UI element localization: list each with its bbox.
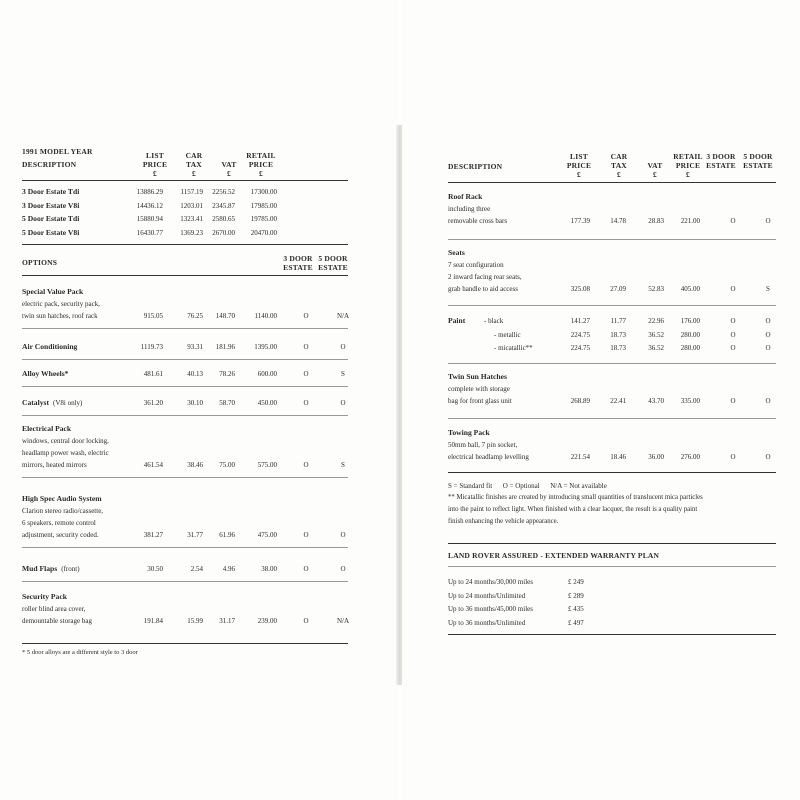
retail-price-cell: 17300.00: [250, 188, 277, 196]
divider: [22, 244, 348, 245]
three-door-header-line: ESTATE: [706, 161, 736, 170]
seats-detail-line: grab handle to aid access: [448, 285, 518, 293]
retail-price-cell: 475.00: [257, 531, 277, 539]
option-detail-line: headlamp power wash, electric: [22, 449, 109, 457]
retail-price-cell: 575.00: [257, 461, 277, 469]
divider: [448, 566, 776, 567]
car-tax-header-line: CAR: [185, 151, 203, 160]
paint-finish-label: - metallic: [494, 330, 521, 339]
divider: [22, 415, 348, 416]
retail-price-header-line: £: [259, 169, 263, 178]
seats-detail-line: 2 inward facing rear seats,: [448, 273, 522, 281]
three-door-availability: O: [730, 217, 736, 225]
divider: [448, 182, 776, 183]
option-detail-line: electric pack, security pack,: [22, 300, 100, 308]
three-door-availability: O: [730, 453, 736, 461]
retail-price-cell: 20470.00: [250, 228, 277, 237]
car-tax-cell: 1157.19: [180, 188, 203, 196]
seats-title: Seats: [448, 248, 465, 257]
option-title: Mud Flaps: [22, 564, 58, 573]
option-title-note: (front): [61, 565, 80, 573]
retail-price-header-line: RETAIL: [246, 151, 276, 160]
five-door-availability: O: [765, 317, 771, 325]
warranty-term: Up to 36 months/45,000 miles: [448, 605, 533, 613]
vat-header-line: VAT: [647, 161, 663, 170]
five-door-availability: O: [765, 344, 771, 352]
three-door-availability: O: [730, 344, 736, 352]
car-tax-cell: 30.10: [187, 399, 203, 407]
car-tax-cell: 18.46: [610, 453, 626, 461]
five-door-availability: O: [340, 565, 346, 573]
roof_rack-detail-line: removable cross bars: [448, 217, 508, 225]
option-detail-line: adjustment, security coded.: [22, 531, 99, 539]
sun_hatches-detail-line: bag for front glass unit: [448, 397, 512, 405]
vat-cell: 22.96: [648, 317, 664, 325]
retail-price-header-line: RETAIL: [673, 152, 703, 161]
towing-title: Towing Pack: [448, 428, 490, 437]
warranty-price: £ 435: [568, 605, 584, 613]
list-price-cell: 381.27: [143, 531, 163, 539]
divider: [448, 418, 776, 419]
five-door-availability: S: [341, 370, 345, 378]
three-door-availability: O: [730, 397, 736, 405]
right-page: [402, 0, 800, 800]
five-door-availability: N/A: [336, 312, 350, 320]
vat-cell: 31.17: [219, 617, 235, 625]
divider: [22, 643, 348, 644]
five-door-header-line: ESTATE: [743, 161, 773, 170]
five-door-availability: S: [766, 285, 770, 293]
model-year-heading: 1991 MODEL YEAR: [22, 147, 93, 156]
vat-cell: 2670.00: [212, 228, 235, 237]
list-price-header-line: PRICE: [566, 161, 592, 170]
five-door-availability: O: [765, 330, 771, 339]
car-tax-cell: 18.73: [610, 344, 626, 352]
three-door-availability: O: [730, 285, 736, 293]
vat-cell: 78.26: [219, 370, 235, 378]
option-title: High Spec Audio System: [22, 494, 102, 503]
retail-price-cell: 280.00: [680, 330, 700, 339]
car-tax-cell: 2.54: [190, 565, 203, 573]
vat-header-line: £: [653, 170, 657, 179]
sun_hatches-detail-line: complete with storage: [448, 385, 510, 393]
list-price-cell: 177.39: [570, 217, 590, 225]
three-door-availability: O: [303, 531, 309, 539]
list-price-cell: 141.27: [570, 317, 590, 325]
car-tax-cell: 1323.41: [180, 215, 203, 223]
retail-price-cell: 280.00: [680, 344, 700, 352]
vat-cell: 61.96: [219, 531, 235, 539]
three-door-availability: O: [303, 312, 309, 320]
vat-cell: 36.00: [648, 453, 664, 461]
car-tax-cell: 15.99: [187, 617, 203, 625]
car-tax-cell: 76.25: [187, 312, 203, 320]
car-tax-cell: 1203.01: [180, 201, 203, 210]
car-tax-cell: 27.09: [610, 285, 626, 293]
list-price-cell: 224.75: [570, 330, 590, 339]
model-name: 3 Door Estate Tdi: [22, 187, 80, 196]
five-door-availability: O: [340, 343, 346, 351]
vat-cell: 4.96: [222, 565, 235, 573]
model-name: 5 Door Estate Tdi: [22, 214, 80, 223]
five-door-availability: O: [340, 531, 346, 539]
car-tax-header-line: £: [192, 169, 196, 178]
description-header: DESCRIPTION: [448, 162, 503, 171]
model-name: 3 Door Estate V8i: [22, 200, 80, 210]
option-title: Alloy Wheels*: [22, 369, 69, 378]
divider: [448, 472, 776, 473]
divider: [22, 359, 348, 360]
option-title: Air Conditioning: [22, 342, 78, 351]
list-price-cell: 14436.12: [136, 201, 163, 210]
roof_rack-title: Roof Rack: [448, 192, 483, 201]
retail-price-cell: 405.00: [680, 285, 700, 293]
retail-price-cell: 239.00: [257, 617, 277, 625]
car-tax-cell: 11.77: [610, 317, 626, 325]
warranty-price: £ 249: [568, 578, 584, 586]
divider: [22, 386, 348, 387]
retail-price-cell: 176.00: [680, 317, 700, 325]
roof_rack-detail-line: including three: [448, 205, 491, 213]
vat-cell: 28.83: [648, 217, 664, 225]
list-price-header-line: PRICE: [142, 160, 168, 169]
option-detail-line: mirrors, heated mirrors: [22, 461, 87, 469]
availability-legend: S = Standard fit O = Optional N/A = Not available: [448, 482, 607, 490]
divider: [22, 581, 348, 582]
car-tax-header-line: TAX: [611, 161, 627, 170]
paint-finish-label: - micatallic**: [494, 344, 533, 352]
five-door-availability: O: [765, 217, 771, 225]
retail-price-cell: 1395.00: [254, 343, 277, 351]
retail-price-cell: 450.00: [257, 399, 277, 407]
vat-cell: 36.52: [648, 330, 664, 339]
divider: [22, 547, 348, 548]
list-price-cell: 915.05: [143, 312, 163, 320]
retail-price-header-line: PRICE: [248, 160, 274, 169]
car-tax-header-line: TAX: [186, 160, 202, 169]
micatallic-note-line: ** Micatallic finishes are created by introducing small quantities of translucent mica particles: [448, 494, 703, 501]
warranty-price: £ 497: [568, 618, 584, 627]
divider: [448, 543, 776, 544]
list-price-header-line: LIST: [146, 151, 164, 160]
vat-header-line: VAT: [221, 160, 237, 169]
vat-cell: 2256.52: [212, 188, 235, 196]
seats-detail-line: 7 seat configuration: [448, 261, 504, 269]
vat-cell: 58.70: [219, 399, 235, 407]
list-price-cell: 224.75: [570, 344, 590, 352]
five-door-availability: N/A: [336, 617, 350, 625]
list-price-header-line: £: [577, 170, 581, 179]
option-title: Catalyst: [22, 398, 49, 407]
option-title: Special Value Pack: [22, 287, 84, 296]
three-door-header-line: ESTATE: [283, 263, 313, 272]
car-tax-cell: 14.78: [610, 217, 626, 225]
three-door-availability: O: [730, 330, 736, 339]
list-price-cell: 461.54: [143, 461, 163, 469]
three-door-header-line: 3 DOOR: [706, 152, 736, 161]
list-price-cell: 191.84: [143, 617, 163, 625]
three-door-availability: O: [303, 343, 309, 351]
paint-title: Paint: [448, 316, 466, 325]
options-header: OPTIONS: [22, 258, 58, 267]
retail-price-cell: 19785.00: [250, 215, 277, 223]
list-price-cell: 13886.29: [136, 188, 163, 196]
warranty-term: Up to 24 months/Unlimited: [448, 591, 526, 600]
five-door-header-line: 5 DOOR: [318, 254, 348, 263]
option-detail-line: roller blind area cover,: [22, 605, 86, 613]
option-title-note: (V8i only): [53, 399, 83, 407]
list-price-cell: 30.50: [147, 565, 163, 573]
option-detail-line: twin sun hatches, roof rack: [22, 312, 98, 320]
three-door-availability: O: [303, 565, 309, 573]
car-tax-cell: 22.41: [610, 397, 626, 405]
vat-header-line: £: [227, 169, 231, 178]
car-tax-cell: 40.13: [187, 370, 203, 378]
five-door-availability: O: [340, 399, 346, 407]
five-door-header-line: 5 DOOR: [743, 152, 773, 161]
three-door-availability: O: [303, 399, 309, 407]
divider: [22, 275, 348, 276]
divider: [22, 477, 348, 478]
list-price-cell: 15880.94: [136, 215, 163, 223]
divider: [448, 634, 776, 635]
divider: [448, 239, 776, 240]
five-door-availability: O: [765, 453, 771, 461]
retail-price-cell: 276.00: [680, 453, 700, 461]
three-door-availability: O: [303, 617, 309, 625]
three-door-availability: O: [303, 461, 309, 469]
warranty-price: £ 289: [568, 591, 584, 600]
retail-price-cell: 335.00: [680, 397, 700, 405]
vat-cell: 181.96: [215, 343, 235, 351]
divider: [448, 305, 776, 306]
car-tax-cell: 18.73: [610, 330, 626, 339]
car-tax-cell: 1369.23: [180, 228, 203, 237]
paint-finish-label: - black: [484, 317, 504, 325]
three-door-availability: O: [730, 317, 736, 325]
description-header: DESCRIPTION: [22, 160, 77, 169]
retail-price-header-line: PRICE: [675, 161, 701, 170]
retail-price-cell: 1140.00: [254, 312, 277, 320]
micatallic-note-line: finish enhancing the vehicle appearance.: [448, 518, 559, 525]
list-price-cell: 481.61: [143, 370, 163, 378]
towing-detail-line: 50mm ball, 7 pin socket,: [448, 441, 518, 449]
car-tax-cell: 38.46: [187, 461, 203, 469]
option-detail-line: 6 speakers, remote control: [22, 519, 96, 527]
car-tax-header-line: £: [617, 170, 621, 179]
option-detail-line: demountable storage bag: [22, 617, 92, 625]
vat-cell: 43.70: [648, 397, 664, 405]
sun_hatches-title: Twin Sun Hatches: [448, 372, 507, 381]
list-price-header-line: LIST: [570, 152, 588, 161]
list-price-cell: 361.20: [143, 399, 163, 407]
retail-price-cell: 221.00: [680, 217, 700, 225]
list-price-cell: 16430.77: [136, 228, 163, 237]
option-title: Electrical Pack: [22, 424, 72, 433]
option-detail-line: windows, central door locking,: [22, 437, 109, 445]
list-price-cell: 221.54: [570, 453, 590, 461]
vat-cell: 52.83: [648, 285, 664, 293]
three-door-header-line: 3 DOOR: [283, 254, 313, 263]
warranty-title: LAND ROVER ASSURED - EXTENDED WARRANTY PLAN: [448, 551, 660, 560]
list-price-cell: 325.08: [570, 285, 590, 293]
vat-cell: 2345.87: [212, 201, 235, 210]
list-price-cell: 268.89: [570, 397, 590, 405]
vat-cell: 148.70: [215, 312, 235, 320]
divider: [448, 363, 776, 364]
option-title: Security Pack: [22, 592, 67, 601]
left-page: [0, 0, 398, 800]
warranty-term: Up to 36 months/Unlimited: [448, 618, 526, 627]
retail-price-cell: 38.00: [261, 565, 277, 573]
five-door-availability: S: [341, 461, 345, 469]
micatallic-note-line: into the paint to reflect light. When finished with a clear lacquer, the result is a quality paint: [448, 506, 698, 513]
five-door-header-line: ESTATE: [318, 263, 348, 272]
car-tax-header-line: CAR: [610, 152, 628, 161]
five-door-availability: O: [765, 397, 771, 405]
model-name: 5 Door Estate V8i: [22, 227, 80, 237]
retail-price-cell: 17985.00: [250, 201, 277, 210]
car-tax-cell: 93.31: [187, 343, 203, 351]
three-door-availability: O: [303, 370, 309, 378]
list-price-header-line: £: [153, 169, 157, 178]
divider: [22, 180, 348, 181]
retail-price-cell: 600.00: [257, 370, 277, 378]
retail-price-header-line: £: [686, 170, 690, 179]
vat-cell: 36.52: [648, 344, 664, 352]
list-price-cell: 1119.73: [140, 343, 163, 351]
divider: [22, 328, 348, 329]
footnote: * 5 door alloys are a different style to 3 door: [22, 649, 138, 656]
car-tax-cell: 31.77: [187, 531, 203, 539]
towing-detail-line: electrical headlamp levelling: [448, 453, 529, 461]
vat-cell: 75.00: [219, 461, 235, 469]
vat-cell: 2580.65: [212, 215, 235, 223]
warranty-term: Up to 24 months/30,000 miles: [448, 578, 533, 586]
option-detail-line: Clarion stereo radio/cassette,: [22, 507, 104, 515]
